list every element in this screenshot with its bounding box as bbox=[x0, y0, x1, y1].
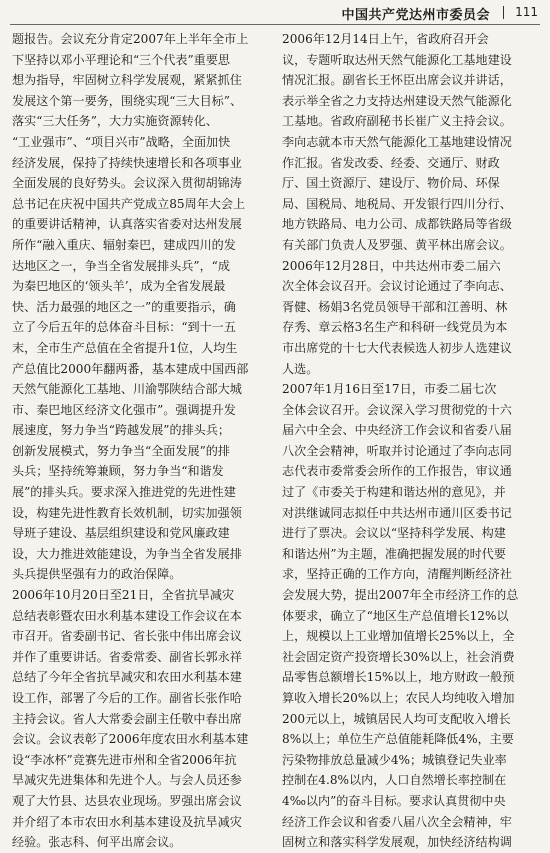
left-column-line: 设，构建先进性教育长效机制，切实加强领 bbox=[12, 505, 242, 520]
right-column-line: 2006年12月14日上午，省政府召开会 bbox=[282, 32, 489, 46]
right-column-line: 经济工作会议和省委八届八次全会精神，牢 bbox=[282, 814, 512, 829]
right-column-line: 胥健、杨娟3名党员领导干部和江善明、林 bbox=[282, 299, 508, 314]
right-column-line: 市出席党的十七大代表候选人初步人选建议 bbox=[282, 340, 512, 355]
right-column-line: 全体会议召开。会议深入学习贯彻党的十六 bbox=[282, 402, 512, 417]
left-column-line: 天然气能源化工基地、川渝鄂陕结合部大城 bbox=[12, 382, 242, 397]
left-column-line: 想为指导，牢固树立科学发展观，紧紧抓住 bbox=[12, 73, 242, 88]
right-column-line: 2006年12月28日，中共达州市委二届六 bbox=[282, 258, 501, 273]
right-column-line: 上，规模以上工业增加值增长25%以上，全 bbox=[282, 629, 515, 644]
right-column-line: 八次全会精神，听取并讨论通过了李向志同 bbox=[282, 443, 512, 458]
right-column-line: 表示举全省之力支持达州建设天然气能源化 bbox=[282, 93, 512, 108]
left-column-line: 所作“融入重庆、辐射秦巴，建成四川的发 bbox=[12, 237, 236, 252]
left-column-line: 并作了重要讲话。省委常委、副省长郭永祥 bbox=[12, 649, 242, 664]
left-column-line: 的重要讲话精神，认真落实省委对达州发展 bbox=[12, 217, 242, 232]
header-separator bbox=[503, 6, 504, 19]
left-column-line: 末，全市生产总值在全省提升1位，人均生 bbox=[12, 340, 238, 355]
header-rule bbox=[10, 24, 540, 25]
left-column bbox=[12, 29, 266, 853]
right-column-line: 厅、国土资源厅、建设厅、物价局、环保 bbox=[282, 176, 500, 191]
left-column-line: 题报告。会议充分肯定2007年上半年全市上 bbox=[12, 32, 249, 46]
left-column-line: 落实“三大任务”，大力实施资源转化、 bbox=[12, 114, 218, 129]
right-column-line: 次全体会议召开。会议讨论通过了李向志、 bbox=[282, 279, 512, 294]
right-column-line: 情况汇报。副省长王怀臣出席会议并讲话， bbox=[282, 73, 512, 88]
left-column-line: 展”的排头兵。要求深入推进党的先进性建 bbox=[12, 485, 236, 500]
left-column-line: 达地区之一，争当全省发展排头兵”，“成 bbox=[12, 258, 230, 273]
left-column-line: 产总值比2000年翻两番，基本建成中国西部 bbox=[12, 361, 249, 376]
left-column-line: 旱减灾先进集体和先进个人。与会人员还参 bbox=[12, 773, 242, 788]
left-column-line: 2006年10月20日至21日，全省抗旱减灾 bbox=[12, 588, 235, 603]
page-number: 111 bbox=[515, 5, 538, 19]
left-column-line: 创新发展模式，努力争当“全面发展”的排 bbox=[12, 443, 230, 458]
left-column-line: 导班子建设、基层组织建设和党风廉政建 bbox=[12, 526, 230, 541]
left-column-line: 主持会议。省人大常委会副主任敬中春出席 bbox=[12, 711, 242, 726]
right-column-line: 求，坚持正确的工作方向，清醒判断经济社 bbox=[282, 567, 512, 582]
right-column-line: 届六中全会、中央经济工作会议和省委八届 bbox=[282, 423, 512, 438]
right-column-line: 有关部门负责人及罗强、黄平林出席会议。 bbox=[282, 237, 512, 252]
left-column-line: 发展这个第一要务，围绕实现“三大目标”、 bbox=[12, 93, 243, 108]
left-column-line: 设工作，部署了今后的工作。副省长张作哈 bbox=[12, 691, 242, 705]
right-column-line: 进行了票决。会议以“坚持科学发展、构建 bbox=[282, 526, 506, 541]
left-column-line: 头兵提供坚强有力的政治保障。 bbox=[12, 567, 182, 582]
left-column-line: 总结表彰暨农田水利基本建设工作会议在本 bbox=[12, 608, 242, 623]
left-column-line: 总结了今年全省抗旱减灾和农田水利基本建 bbox=[12, 670, 242, 685]
left-column-line: 市召开。省委副书记、省长张中伟出席会议 bbox=[12, 629, 242, 644]
right-column-line: 志代表市委常委会所作的工作报告，审议通 bbox=[282, 464, 512, 479]
right-column-line: 李向志就本市天然气能源化工基地建设情况 bbox=[282, 134, 512, 149]
right-column-line: 社会固定资产投资增长30%以上，社会消费 bbox=[282, 649, 515, 664]
right-column-line: 对洪继诚同志拟任中共达州市通川区委书记 bbox=[282, 505, 512, 520]
right-column-line: 存秀、章云格3名生产和科研一线党员为本 bbox=[282, 320, 508, 335]
left-column-line: 展速度，努力争当“跨越发展”的排头兵； bbox=[12, 423, 230, 438]
left-column-line: 头兵；坚持统筹兼顾，努力争当“和谐发 bbox=[12, 464, 224, 479]
right-column-line: 固树立和落实科学发展观，加快经济结构调 bbox=[282, 835, 512, 850]
left-column-line: 立了今后五年的总体奋斗目标：“到十一五 bbox=[12, 320, 236, 335]
left-column-line: “工业强市”、“项目兴市”战略，全面加快 bbox=[12, 134, 231, 149]
left-column-line: 经济发展，保持了持续快速增长和各项事业 bbox=[12, 155, 242, 170]
right-column-line: 体要求，确立了“地区生产总值增长12%以 bbox=[282, 608, 509, 623]
right-column-line: 过了《市委关于构建和谐达州的意见》，并 bbox=[282, 485, 506, 500]
right-column-line: 人选。 bbox=[282, 361, 319, 376]
right-column-line: 污染物排放总量减少4%；城镇登记失业率 bbox=[282, 752, 507, 767]
right-column-line: 算收入增长20%以上；农民人均纯收入增加 bbox=[282, 691, 515, 705]
left-column-line: 设，大力推进效能建设，为争当全省发展排 bbox=[12, 546, 242, 561]
left-column-line: 为秦巴地区的‘领头羊’，成为全省发展最 bbox=[12, 279, 226, 294]
right-column-line: 议，专题听取达州天然气能源化工基地建设 bbox=[282, 52, 512, 67]
right-column-line: 200元以上，城镇居民人均可支配收入增长 bbox=[282, 711, 511, 726]
right-column-line: 控制在4.8%以内，人口自然增长率控制在 bbox=[282, 773, 507, 788]
right-column-line: 4‰以内”的奋斗目标。要求认真贯彻中央 bbox=[282, 793, 506, 808]
right-column bbox=[282, 29, 536, 853]
left-column-line: 设“李冰杯”竞赛先进市州和全省2006年抗 bbox=[12, 752, 237, 767]
right-column-line: 品零售总额增长15%以上，地方财政一般预 bbox=[282, 670, 515, 685]
left-column-line: 经验。张志科、何平出席会议。 bbox=[12, 835, 182, 850]
right-column-line: 8%以上；单位生产总值能耗降低4%，主要 bbox=[282, 732, 514, 747]
left-column-line: 观了大竹县、达县农业现场。罗强出席会议 bbox=[12, 793, 242, 808]
left-column-line: 并介绍了本市农田水利基本建设及抗旱减灾 bbox=[12, 814, 242, 829]
right-column-line: 和谐达州”为主题，准确把握发展的时代要 bbox=[282, 546, 506, 561]
right-column-line: 2007年1月16日至17日，市委二届七次 bbox=[282, 382, 497, 397]
running-header bbox=[0, 0, 550, 26]
left-column-line: 快、活力最强的地区之一”的重要指示，确 bbox=[12, 299, 236, 314]
right-column-line: 地方铁路局、电力公司、成都铁路局等省级 bbox=[282, 217, 512, 232]
right-column-line: 作汇报。省发改委、经委、交通厅、财政 bbox=[282, 155, 500, 170]
header-title: 中国共产党达州市委员会 bbox=[341, 8, 490, 23]
right-column-line: 工基地。省政府副秘书长崔广义主持会议。 bbox=[282, 114, 512, 129]
left-column-line: 会议。会议表彰了2006年度农田水利基本建 bbox=[12, 732, 249, 747]
left-column-line: 市、秦巴地区经济文化强市”。强调提升发 bbox=[12, 402, 236, 417]
right-column-line: 会发展大势，提出2007年全市经济工作的总 bbox=[282, 588, 519, 603]
right-column-line: 局、国税局、地税局、开发银行四川分行、 bbox=[282, 196, 512, 211]
left-column-line: 全面发展的良好势头。会议深入贯彻胡锦涛 bbox=[12, 176, 242, 191]
left-column-line: 总书记在庆祝中国共产党成立85周年大会上 bbox=[12, 196, 246, 211]
left-column-line: 下坚持以邓小平理论和“三个代表”重要思 bbox=[12, 52, 230, 67]
